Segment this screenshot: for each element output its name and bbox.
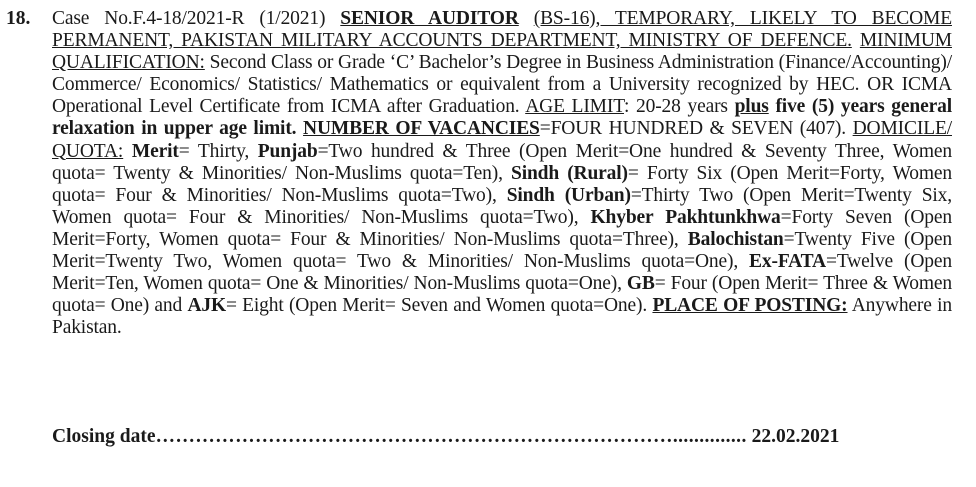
age-limit-label: AGE LIMIT (525, 96, 624, 118)
posting-text: Anywhere in Pakistan. (52, 295, 952, 339)
posting-label: PLACE OF POSTING: (652, 295, 848, 317)
kp-text: =Forty Seven (Open Merit=Forty, Women quota= Four & Minorities/ Non-Muslims quota=Three), (52, 206, 952, 250)
merit-text: = Thirty, (178, 140, 250, 162)
sindh-rural-label: Sindh (Rural) (511, 162, 628, 184)
min-qualification-label: MINIMUM QUALIFICATION: (52, 30, 952, 74)
kp-label: Khyber Pakhtunkhwa (590, 206, 781, 228)
case-number: Case No.F.4-18/2021-R (1/2021) (52, 8, 326, 29)
merit-label: Merit (131, 140, 179, 162)
notice-paragraph (52, 8, 952, 339)
closing-date-line (52, 426, 952, 448)
age-plus: plus (734, 96, 769, 118)
exfata-label: Ex-FATA (749, 251, 826, 273)
age-limit-text: : 20-28 years (624, 96, 728, 118)
gb-text: = Four (Open Merit= Three & Women quota= One) and (52, 273, 952, 317)
post-detail: (BS-16), TEMPORARY, LIKELY TO BECOME PERMANENT, PAKISTAN MILITARY ACCOUNTS DEPARTMENT, MINISTRY OF DEFENCE. (52, 8, 952, 52)
closing-date-label: Closing date (52, 426, 156, 447)
min-qualification-text: Second Class or Grade ‘C’ Bachelor’s Degree in Business Administration (Finance/Accounting)/ Commerce/ Economics/ Statistics/ Mathematics or equivalent from a University recognized by HEC. OR ICMA Operational Level Certificate from ICMA after Graduation. (52, 52, 953, 118)
balochistan-label: Balochistan (687, 228, 784, 250)
age-relaxation: five (5) years general relaxation in upper age limit. (52, 96, 952, 140)
vacancies-label: NUMBER OF VACANCIES (303, 118, 540, 140)
sindh-urban-text: =Thirty Two (Open Merit=Twenty Six, Women quota= Four & Minorities/ Non-Muslims quota=Two), (52, 184, 952, 228)
item-number: 18. (6, 8, 31, 29)
punjab-label: Punjab (257, 140, 318, 162)
balochistan-text: =Twenty Five (Open Merit=Twenty Two, Women quota= Two & Minorities/ Non-Muslims quota=One), (52, 228, 952, 273)
domicile-quota-label: DOMICILE/ QUOTA: (52, 118, 952, 162)
post-title: SENIOR AUDITOR (340, 8, 519, 29)
sindh-rural-text: = Forty Six (Open Merit=Forty, Women quota= Four & Minorities/ Non-Muslims quota=Two), (52, 162, 952, 206)
exfata-text: =Twelve (Open Merit=Ten, Women quota= One & Minorities/ Non-Muslims quota=One), (52, 251, 952, 295)
closing-date-value: 22.02.2021 (751, 426, 840, 447)
closing-date-leader: …………………………………………………………………….............. (155, 426, 747, 447)
punjab-text: =Two hundred & Three (Open Merit=One hundred & Seventy Three, Women quota= Twenty & Minorities/ Non-Muslims quota=Ten), (52, 140, 952, 184)
gb-label: GB (626, 273, 655, 295)
sindh-urban-label: Sindh (Urban) (506, 184, 631, 206)
ajk-text: = Eight (Open Merit= Seven and Women quota=One). (226, 295, 648, 317)
vacancies-text: =FOUR HUNDRED & SEVEN (407). (539, 118, 846, 140)
ajk-label: AJK (187, 295, 226, 317)
